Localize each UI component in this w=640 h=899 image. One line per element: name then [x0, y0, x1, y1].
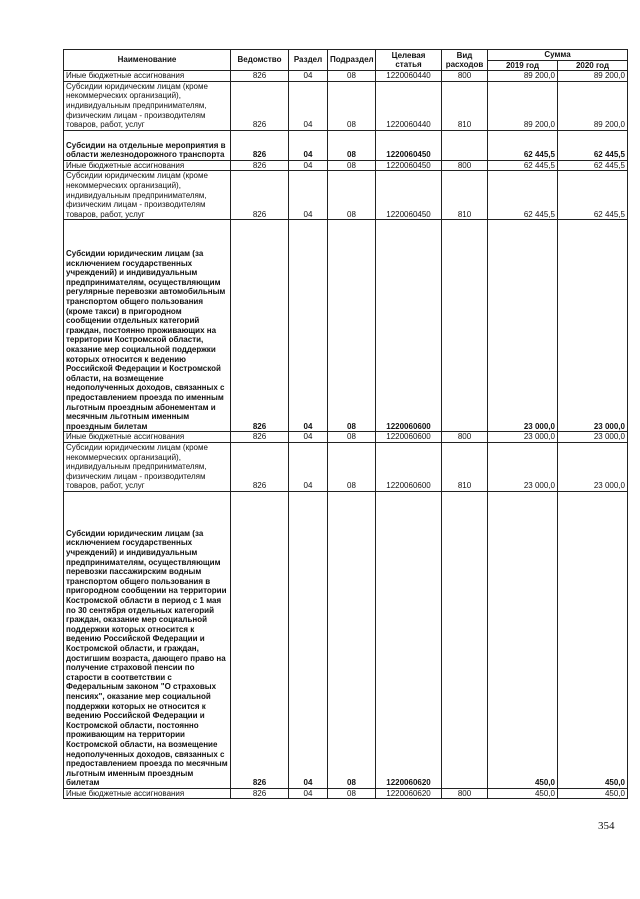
table-body [64, 71, 628, 799]
cell-exptype: 810 [442, 171, 488, 220]
cell-subsection: 08 [328, 432, 376, 443]
cell-2020: 62 445,5 [558, 130, 628, 160]
table-row [64, 788, 628, 799]
cell-2019: 62 445,5 [488, 130, 558, 160]
cell-2019: 450,0 [488, 491, 558, 788]
table-row [64, 491, 628, 788]
cell-dept: 826 [231, 788, 289, 799]
cell-name: Иные бюджетные ассигнования [64, 788, 231, 799]
cell-exptype: 800 [442, 432, 488, 443]
cell-subsection: 08 [328, 160, 376, 171]
col-header-subsection: Подраздел [328, 50, 376, 71]
cell-dept: 826 [231, 81, 289, 130]
cell-target: 1220060450 [376, 130, 442, 160]
cell-target: 1220060620 [376, 788, 442, 799]
cell-target: 1220060620 [376, 491, 442, 788]
cell-exptype: 810 [442, 81, 488, 130]
table-row [64, 160, 628, 171]
cell-target: 1220060600 [376, 220, 442, 432]
cell-name: Субсидии юридическим лицам (кроме некоммерческих организаций), индивидуальным предпринимателям, физическим лицам - производителям товаров, работ, услуг [64, 442, 231, 491]
cell-section: 04 [289, 442, 328, 491]
cell-subsection: 08 [328, 71, 376, 82]
cell-dept: 826 [231, 442, 289, 491]
cell-2020: 23 000,0 [558, 432, 628, 443]
page-number: 354 [598, 820, 615, 832]
cell-2020: 62 445,5 [558, 171, 628, 220]
table-row [64, 432, 628, 443]
cell-2020: 89 200,0 [558, 81, 628, 130]
budget-table [63, 49, 628, 799]
table-row [64, 130, 628, 160]
cell-section: 04 [289, 81, 328, 130]
cell-dept: 826 [231, 491, 289, 788]
cell-subsection: 08 [328, 220, 376, 432]
cell-exptype [442, 220, 488, 432]
col-header-target: Целевая статья [376, 50, 442, 71]
cell-name: Иные бюджетные ассигнования [64, 432, 231, 443]
cell-name: Субсидии юридическим лицам (кроме некоммерческих организаций), индивидуальным предпринимателям, физическим лицам - производителям товаров, работ, услуг [64, 81, 231, 130]
cell-2020: 62 445,5 [558, 160, 628, 171]
cell-subsection: 08 [328, 171, 376, 220]
cell-exptype: 810 [442, 442, 488, 491]
cell-name: Иные бюджетные ассигнования [64, 71, 231, 82]
cell-target: 1220060440 [376, 71, 442, 82]
cell-2020: 23 000,0 [558, 220, 628, 432]
cell-subsection: 08 [328, 788, 376, 799]
col-header-name: Наименование [64, 50, 231, 71]
cell-dept: 826 [231, 171, 289, 220]
cell-target: 1220060600 [376, 432, 442, 443]
cell-2019: 62 445,5 [488, 171, 558, 220]
table-row [64, 171, 628, 220]
cell-dept: 826 [231, 432, 289, 443]
cell-2019: 89 200,0 [488, 81, 558, 130]
table-row [64, 71, 628, 82]
cell-exptype: 800 [442, 71, 488, 82]
cell-subsection: 08 [328, 491, 376, 788]
cell-target: 1220060440 [376, 81, 442, 130]
cell-2020: 450,0 [558, 788, 628, 799]
cell-2019: 450,0 [488, 788, 558, 799]
cell-section: 04 [289, 71, 328, 82]
col-header-section: Раздел [289, 50, 328, 71]
cell-2020: 450,0 [558, 491, 628, 788]
cell-section: 04 [289, 788, 328, 799]
cell-section: 04 [289, 171, 328, 220]
table-row [64, 442, 628, 491]
cell-2020: 23 000,0 [558, 442, 628, 491]
cell-dept: 826 [231, 160, 289, 171]
col-header-sum: Сумма [488, 50, 628, 61]
cell-dept: 826 [231, 130, 289, 160]
cell-target: 1220060450 [376, 160, 442, 171]
cell-2019: 23 000,0 [488, 442, 558, 491]
cell-exptype: 800 [442, 160, 488, 171]
cell-dept: 826 [231, 220, 289, 432]
table-row [64, 81, 628, 130]
col-header-2019: 2019 год [488, 60, 558, 71]
cell-2019: 23 000,0 [488, 432, 558, 443]
cell-name: Субсидии юридическим лицам (за исключением государственных учреждений) и индивидуальным предпринимателям, осуществляющим регулярные перевозки автомобильным транспортом общего пользования (кроме такси) в пригородном сообщении отдельных категорий граждан, постоянно проживающих на территории Костромской области, оказание мер социальной поддержки которых относится к ведению Российской Федерации и Костромской области, на возмещение недополученных доходов, связанных с предоставлением проезда по именным льготным проездным абонементам и месячным льготным именным проездным билетам [64, 220, 231, 432]
cell-2019: 62 445,5 [488, 160, 558, 171]
table-row [64, 220, 628, 432]
cell-section: 04 [289, 491, 328, 788]
cell-section: 04 [289, 160, 328, 171]
col-header-2020: 2020 год [558, 60, 628, 71]
cell-name: Иные бюджетные ассигнования [64, 160, 231, 171]
col-header-exptype: Вид расходов [442, 50, 488, 71]
cell-subsection: 08 [328, 442, 376, 491]
cell-section: 04 [289, 130, 328, 160]
cell-exptype [442, 130, 488, 160]
col-header-dept: Ведомство [231, 50, 289, 71]
cell-section: 04 [289, 432, 328, 443]
cell-dept: 826 [231, 71, 289, 82]
cell-section: 04 [289, 220, 328, 432]
cell-exptype: 800 [442, 788, 488, 799]
cell-name: Субсидии юридическим лицам (за исключением государственных учреждений) и индивидуальным предпринимателям, осуществляющим перевозки пассажирским водным транспортом общего пользования в пригородном сообщении на территории Костромской области в период с 1 мая по 30 сентября отдельных категорий граждан, оказание мер социальной поддержки которых относится к ведению Российской Федерации и Костромской области, и граждан, достигшим возраста, дающего право на получение страховой пенсии по старости в соответствии с Федеральным законом "О страховых пенсиях", оказание мер социальной поддержки которых не относится к ведению Российской Федерации и Костромской области, постоянно проживающим на территории Костромской области, на возмещение недополученных доходов, связанных с предоставлением проезда по месячным льготным именным проездным билетам [64, 491, 231, 788]
cell-name: Субсидии юридическим лицам (кроме некоммерческих организаций), индивидуальным предпринимателям, физическим лицам - производителям товаров, работ, услуг [64, 171, 231, 220]
cell-target: 1220060600 [376, 442, 442, 491]
cell-target: 1220060450 [376, 171, 442, 220]
cell-name: Субсидии на отдельные мероприятия в области железнодорожного транспорта [64, 130, 231, 160]
cell-2020: 89 200,0 [558, 71, 628, 82]
cell-subsection: 08 [328, 81, 376, 130]
cell-2019: 23 000,0 [488, 220, 558, 432]
cell-2019: 89 200,0 [488, 71, 558, 82]
cell-exptype [442, 491, 488, 788]
cell-subsection: 08 [328, 130, 376, 160]
